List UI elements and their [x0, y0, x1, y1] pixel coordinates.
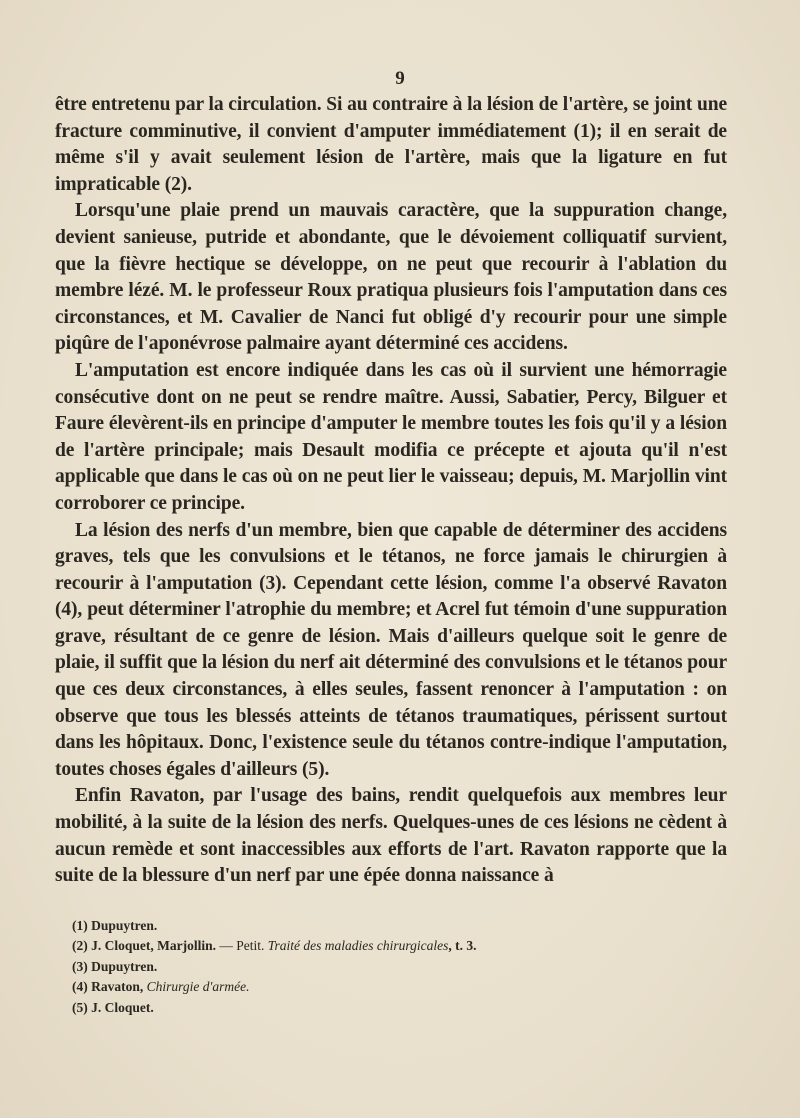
footnote-4-title: Chirurgie d'armée. — [146, 979, 250, 995]
footnote-4-author: (4) Ravaton, — [72, 979, 147, 995]
body-text — [55, 92, 727, 890]
footnote-4 — [72, 977, 712, 997]
footnote-3: (3) Dupuytren. — [72, 958, 158, 974]
footnote-2-authors: (2) J. Cloquet, Marjollin. — [72, 938, 216, 954]
paragraph-3: L'amputation est encore indiquée dans les cas où il survient une hémorragie consécutive dont on ne peut se rendre maître. Aussi, Sabatier, Percy, Bilguer et Faure élevèrent-ils en principe d'amputer le membre toutes les fois qu'il y a lésion de l'artère principale; mais Desault modifia ce précepte et ajouta qu'il n'est applicable que dans le cas où on ne peut lier le vaisseau; depuis, M. Marjollin vint corroborer ce principe. — [55, 359, 727, 514]
footnote-2 — [72, 936, 712, 956]
page-number: 9 — [395, 68, 405, 89]
paragraph-2: Lorsqu'une plaie prend un mauvais caractère, que la suppuration change, devient sanieuse, putride et abondante, que le dévoiement colliquatif survient, que la fièvre hectique se développe, on ne peut que recourir à l'ablation du membre lézé. M. le professeur Roux pratiqua plusieurs fois l'amputation dans ces circonstances, et M. Cavalier de Nanci fut obligé d'y recourir pour une simple piqûre de l'aponévrose palmaire ayant déterminé ces accidens. — [55, 200, 727, 355]
footnote-2-dash: — Petit. — [216, 938, 268, 954]
paragraph-5: Enfin Ravaton, par l'usage des bains, rendit quelquefois aux membres leur mobilité, à la suite de la lésion des nerfs. Quelques-unes de ces lésions ne cèdent à aucun remède et sont inaccessibles aux efforts de l'art. Ravaton rapporte que la suite de la blessure d'un nerf par une épée donna naissance à — [55, 785, 727, 887]
footnote-1: (1) Dupuytren. — [72, 918, 158, 933]
paragraph-4: La lésion des nerfs d'un membre, bien que capable de déterminer des accidens graves, tels que les convulsions et le tétanos, ne force jamais le chirurgien à recourir à l'amputation (3). Cependant cette lésion, comme l'a observé Ravaton (4), peut déterminer l'atrophie du membre; et Acrel fut témoin d'une suppuration grave, résultant de ce genre de lésion. Mais d'ailleurs quelque soit le genre de plaie, il suffit que la lésion du nerf ait déterminé des convulsions et le tétanos pour que ces deux circonstances, à elles seules, fassent renoncer à l'amputation : on observe que tous les blessés atteints de tétanos traumatiques, périssent surtout dans les hôpitaux. Donc, l'existence seule du tétanos contre-indique l'amputation, toutes choses égales d'ailleurs (5). — [55, 519, 727, 780]
footnotes — [72, 916, 712, 1018]
paragraph-1: être entretenu par la circulation. Si au contraire à la lésion de l'artère, se joint une fracture comminutive, il convient d'amputer immédiatement (1); il en serait de même s'il y avait seulement lésion de l'artère, mais que la ligature en fut impraticable (2). — [55, 94, 727, 195]
footnote-2-title: Traité des maladies chirurgicales — [267, 938, 449, 954]
footnote-2-tail: , t. 3. — [448, 938, 477, 954]
footnote-5: (5) J. Cloquet. — [72, 999, 154, 1015]
